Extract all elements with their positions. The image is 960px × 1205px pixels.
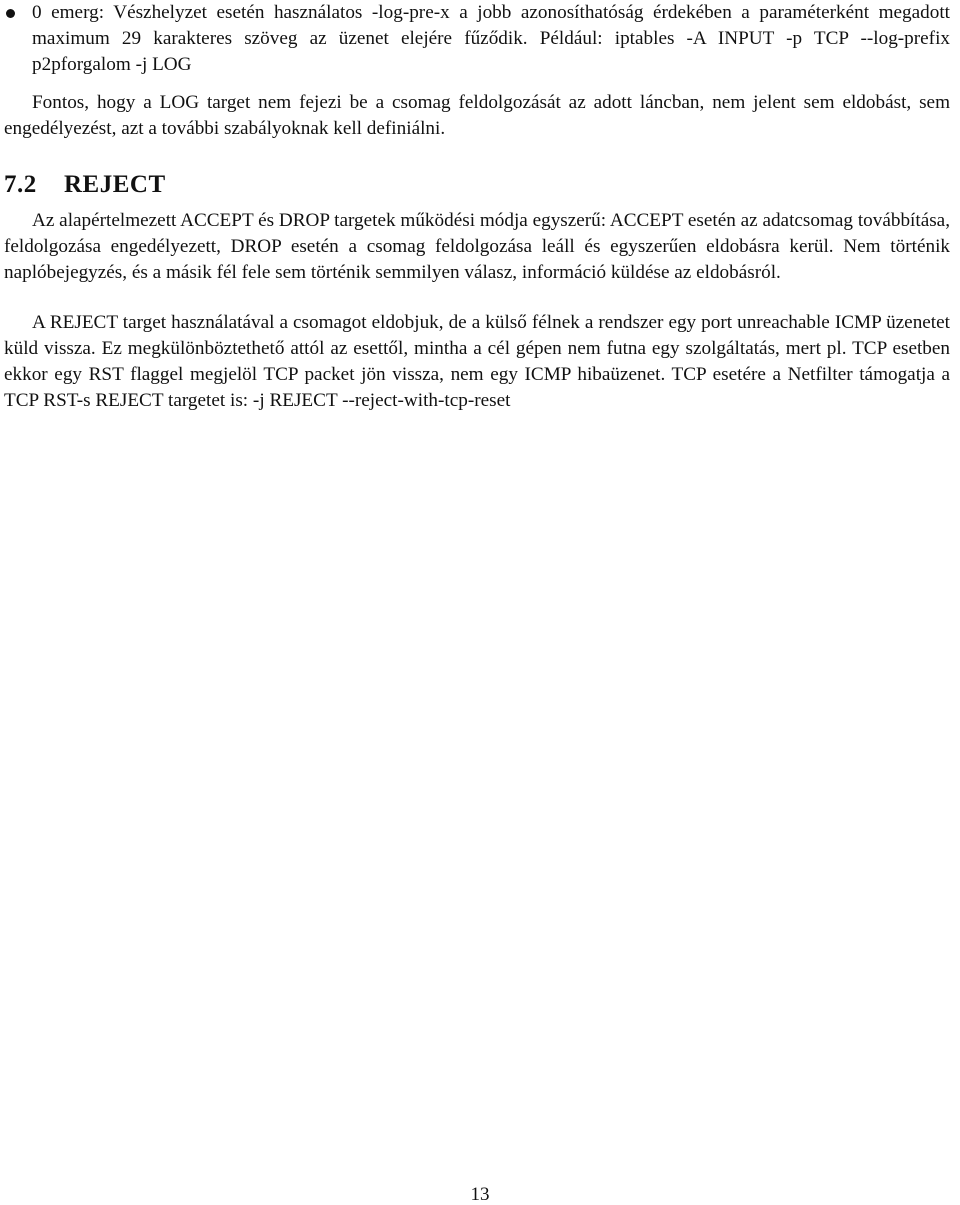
section-number: 7.2 [4, 171, 37, 198]
list-item-text: 0 emerg: Vészhelyzet esetén használatos -log-pre-x a jobb azonosíthatóság érdekében a paraméterként megadott maximum 29 karakteres szöveg az üzenet elejére fűződik. Például: iptables -A INPUT -p TCP --log-prefix p2pforgalom -j LOG [32, 2, 950, 75]
bullet-icon [6, 9, 15, 18]
list-item-log-level-emerg [4, 0, 950, 78]
section-heading [4, 168, 950, 202]
page-number: 13 [470, 1184, 490, 1205]
section-title: REJECT [64, 171, 166, 198]
body-paragraph: A REJECT target használatával a csomagot eldobjuk, de a külső félnek a rendszer egy port unreachable ICMP üzenetet küld vissza. Ez megkülönböztethető attól az esettől, mintha a cél gépen nem futna egy szolgáltatás, mert pl. TCP esetben ekkor egy RST flaggel megjelöl TCP packet jön vissza, nem egy ICMP hibaüzenet. TCP esetére a Netfilter támogatja a TCP RST-s REJECT targetet is: -j REJECT --reject-with-tcp-reset [4, 312, 950, 411]
note-paragraph: Fontos, hogy a LOG target nem fejezi be a csomag feldolgozását az adott láncban, nem jelent sem eldobást, sem engedélyezést, azt a további szabályoknak kell definiálni. [4, 92, 950, 139]
body-paragraph: Az alapértelmezett ACCEPT és DROP targetek működési módja egyszerű: ACCEPT esetén az adatcsomag továbbítása, feldolgozása engedélyezett, DROP esetén a csomag feldolgozása leáll és egyszerűen eldobásra kerül. Nem történik naplóbejegyzés, és a másik fél fele sem történik semmilyen válasz, információ küldése az eldobásról. [4, 210, 950, 283]
